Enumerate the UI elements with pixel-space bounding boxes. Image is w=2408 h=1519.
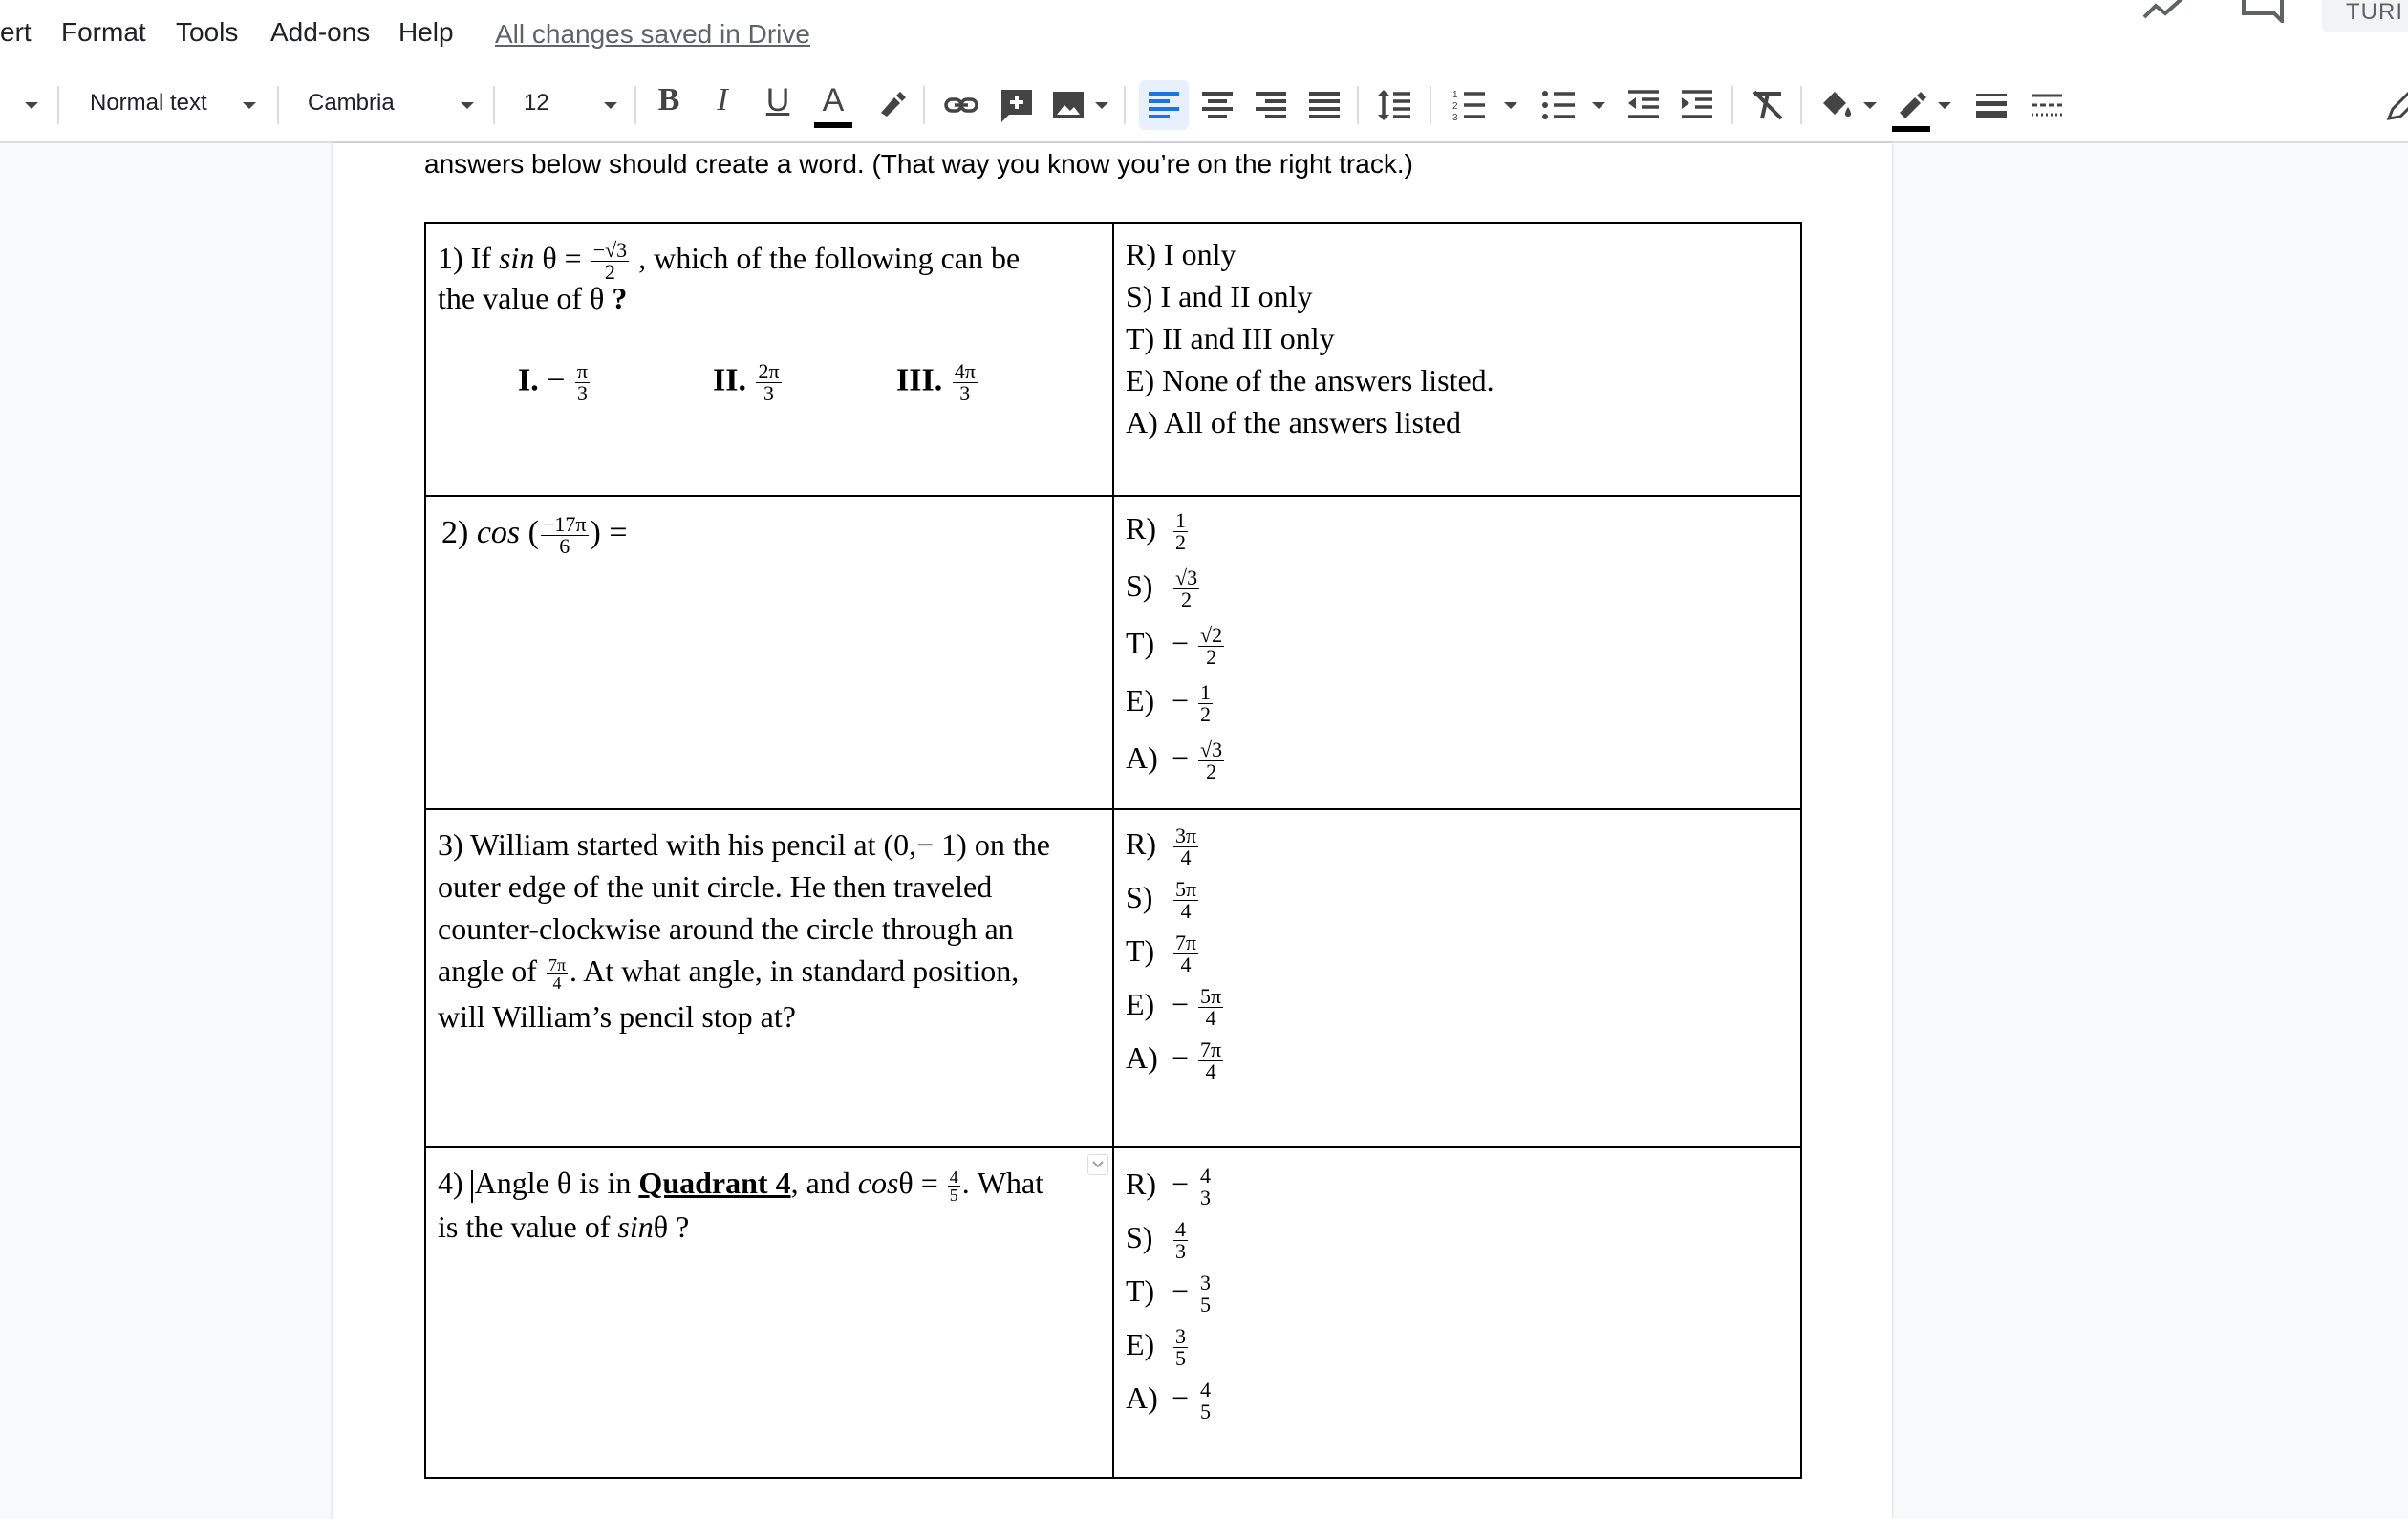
numbered-list-icon[interactable] bbox=[1451, 86, 1489, 124]
q4-answer-s bbox=[1126, 1219, 1190, 1262]
increase-indent-icon[interactable] bbox=[1678, 86, 1716, 124]
q1-opt2-fraction bbox=[756, 361, 781, 404]
answer-den: 3 bbox=[1175, 1239, 1186, 1263]
answer-label: A) bbox=[1126, 1039, 1158, 1075]
underline-button[interactable]: U bbox=[765, 82, 790, 118]
q3-answer-r bbox=[1126, 825, 1200, 868]
q3-line-4 bbox=[438, 950, 1019, 992]
svg-text:3: 3 bbox=[1452, 113, 1458, 123]
align-center-icon[interactable] bbox=[1198, 86, 1236, 124]
menu-insert[interactable]: ert bbox=[0, 17, 32, 47]
decrease-indent-icon[interactable] bbox=[1624, 86, 1663, 124]
answer-fraction bbox=[1198, 1273, 1213, 1316]
font-size-select[interactable]: 12 bbox=[524, 90, 549, 116]
border-color-swatch bbox=[1892, 126, 1930, 132]
q2-open-paren: ( bbox=[520, 515, 539, 550]
align-right-icon[interactable] bbox=[1252, 86, 1290, 124]
answer-sign: − bbox=[1172, 1039, 1190, 1075]
answer-fraction bbox=[1173, 879, 1198, 922]
toolbar-separator bbox=[1430, 86, 1431, 124]
q3-line1-suffix: on the bbox=[966, 827, 1050, 862]
q1-option-1 bbox=[518, 361, 591, 404]
bulleted-list-caret-icon[interactable] bbox=[1592, 102, 1605, 109]
answer-num: 7π bbox=[1175, 931, 1197, 954]
align-left-icon[interactable] bbox=[1145, 86, 1183, 124]
q1-opt2-den: 3 bbox=[763, 381, 775, 405]
answer-fraction bbox=[1173, 1326, 1188, 1369]
table-row bbox=[425, 1147, 1801, 1478]
q4-theta3: θ bbox=[653, 1209, 669, 1244]
answer-sign: − bbox=[1172, 625, 1190, 660]
answer-den: 4 bbox=[1180, 899, 1192, 923]
toolbar-separator bbox=[634, 86, 636, 124]
answer-sign: − bbox=[1172, 986, 1190, 1021]
line-spacing-icon[interactable] bbox=[1376, 86, 1414, 124]
q1-option-3 bbox=[896, 361, 979, 404]
q1-frac-den: 2 bbox=[604, 260, 615, 285]
q4-is-in: is in bbox=[579, 1166, 639, 1200]
question-4-cell[interactable] bbox=[425, 1147, 1113, 1478]
comments-icon[interactable] bbox=[2240, 0, 2284, 28]
answer-label: T) bbox=[1126, 625, 1155, 660]
q3-angle-num: 7π bbox=[548, 955, 567, 975]
fill-color-caret-icon[interactable] bbox=[1863, 102, 1877, 109]
style-caret-icon[interactable] bbox=[243, 102, 256, 109]
answer-fraction bbox=[1173, 1219, 1188, 1262]
italic-button[interactable]: I bbox=[717, 82, 728, 118]
answer-num: √2 bbox=[1200, 623, 1223, 647]
answers-3-cell[interactable] bbox=[1113, 809, 1801, 1147]
answer-den: 5 bbox=[1200, 1293, 1212, 1316]
q2-fraction bbox=[541, 511, 589, 558]
zoom-caret-icon[interactable] bbox=[25, 102, 38, 109]
answer-label: T) bbox=[1126, 1273, 1155, 1308]
menu-add-ons[interactable]: Add-ons bbox=[270, 17, 371, 47]
q4-answer-a bbox=[1126, 1380, 1215, 1423]
activity-trend-icon[interactable] bbox=[2140, 0, 2188, 28]
q1-suffix: , which of the following can be bbox=[631, 241, 1021, 275]
answer-sign: − bbox=[1172, 682, 1190, 717]
answer-den: 2 bbox=[1175, 530, 1186, 554]
saved-status-link[interactable]: All changes saved in Drive bbox=[495, 19, 810, 49]
answers-1-cell[interactable] bbox=[1113, 223, 1801, 496]
q3-line1-prefix: 3) William started with his pencil at bbox=[438, 827, 884, 862]
edit-mode-pencil-icon[interactable] bbox=[2385, 86, 2408, 124]
answer-fraction bbox=[1173, 510, 1188, 553]
answer-label: S) bbox=[1126, 1219, 1153, 1254]
q2-answer-r bbox=[1126, 510, 1190, 553]
q1-answer-s: S) I and II only bbox=[1126, 279, 1313, 313]
q4-answer-t bbox=[1126, 1273, 1215, 1316]
q1-opt2-num: 2π bbox=[758, 359, 780, 383]
q4-eq: = bbox=[913, 1166, 946, 1200]
share-button[interactable]: TURI bbox=[2322, 0, 2408, 32]
answer-fraction bbox=[1198, 986, 1223, 1029]
answer-label: A) bbox=[1126, 1380, 1158, 1415]
q2-answer-e bbox=[1126, 682, 1215, 725]
answer-num: √3 bbox=[1200, 738, 1223, 761]
q2-frac-den: 6 bbox=[559, 533, 570, 558]
svg-text:1: 1 bbox=[1452, 90, 1458, 100]
q4-and: , and bbox=[790, 1166, 858, 1200]
q4-frac-num: 4 bbox=[949, 1167, 958, 1187]
q1-opt3-fraction bbox=[953, 361, 978, 404]
q1-opt3-den: 3 bbox=[959, 381, 971, 405]
q4-suffix: . What bbox=[961, 1166, 1044, 1200]
answer-num: 4 bbox=[1200, 1164, 1212, 1187]
insert-link-icon[interactable] bbox=[942, 86, 980, 124]
toolbar-separator bbox=[1124, 86, 1126, 124]
font-caret-icon[interactable] bbox=[461, 102, 474, 109]
q4-theta2: θ bbox=[898, 1166, 914, 1200]
q1-opt1-den: 3 bbox=[576, 381, 588, 405]
menu-help[interactable]: Help bbox=[398, 17, 454, 47]
answer-fraction bbox=[1198, 1166, 1213, 1209]
answer-num: 3π bbox=[1175, 824, 1197, 847]
image-caret-icon[interactable] bbox=[1095, 102, 1108, 109]
q1-answer-a: A) All of the answers listed bbox=[1126, 405, 1462, 439]
text-color-swatch bbox=[814, 122, 852, 128]
answer-den: 5 bbox=[1175, 1346, 1186, 1370]
answer-label: E) bbox=[1126, 986, 1155, 1021]
toolbar-separator bbox=[493, 86, 495, 124]
q1-sin: sin bbox=[498, 241, 535, 275]
q1-opt1-label: I. bbox=[518, 362, 539, 398]
menu-format[interactable]: Format bbox=[61, 17, 146, 47]
answers-2-cell[interactable] bbox=[1113, 496, 1801, 809]
q3-line-5: will William’s pencil stop at? bbox=[438, 999, 796, 1034]
toolbar-separator bbox=[57, 86, 59, 124]
q4-fraction bbox=[948, 1168, 960, 1204]
answer-fraction bbox=[1198, 682, 1213, 725]
answer-den: 2 bbox=[1206, 760, 1217, 783]
q4-answer-r bbox=[1126, 1166, 1215, 1209]
q4-frac-den: 5 bbox=[949, 1186, 958, 1206]
q4-qmark: ? bbox=[668, 1209, 690, 1244]
border-width-icon[interactable] bbox=[1972, 86, 2010, 124]
answer-sign: − bbox=[1172, 739, 1190, 775]
answer-fraction bbox=[1173, 567, 1199, 610]
answer-fraction bbox=[1198, 739, 1224, 782]
answer-fraction bbox=[1198, 1380, 1213, 1423]
q2-answer-t bbox=[1126, 625, 1226, 668]
table-row bbox=[425, 496, 1801, 809]
toolbar-separator bbox=[923, 86, 925, 124]
justify-icon[interactable] bbox=[1305, 86, 1344, 124]
answer-label: T) bbox=[1126, 932, 1155, 968]
answer-num: 5π bbox=[1200, 984, 1222, 1008]
q1-answer-e: E) None of the answers listed. bbox=[1126, 363, 1494, 397]
q2-close-eq: ) = bbox=[590, 515, 628, 550]
answer-label: E) bbox=[1126, 682, 1155, 717]
q1-frac-num: −√3 bbox=[592, 238, 628, 263]
answer-num: 4 bbox=[1200, 1378, 1212, 1401]
answer-den: 5 bbox=[1200, 1400, 1212, 1423]
instructions-text: answers below should create a word. (That way you know you’re on the right track.) bbox=[424, 149, 1413, 179]
q3-angle-fraction bbox=[547, 956, 568, 992]
answer-fraction bbox=[1173, 825, 1198, 868]
answer-num: 1 bbox=[1175, 508, 1186, 532]
border-color-icon[interactable] bbox=[1892, 86, 1930, 124]
border-dash-icon[interactable] bbox=[2028, 86, 2066, 124]
text-color-button[interactable]: A bbox=[822, 82, 845, 118]
q1-line2-qmark: ? bbox=[604, 281, 628, 315]
q4-line-1 bbox=[438, 1162, 1043, 1204]
q1-prefix: 1) If bbox=[438, 241, 499, 275]
q3-angle-den: 4 bbox=[552, 973, 562, 994]
q3-line-1 bbox=[438, 824, 1050, 866]
menu-tools[interactable]: Tools bbox=[176, 17, 239, 47]
q4-line2-prefix: is the value of bbox=[438, 1209, 618, 1244]
answer-den: 2 bbox=[1181, 588, 1193, 611]
q4-answer-e bbox=[1126, 1326, 1190, 1369]
numbered-list-caret-icon[interactable] bbox=[1504, 102, 1517, 109]
answer-label: R) bbox=[1126, 510, 1156, 546]
q1-option-2 bbox=[713, 361, 784, 404]
question-2-cell[interactable] bbox=[425, 496, 1113, 809]
answer-fraction bbox=[1173, 932, 1198, 975]
q4-prefix: 4) bbox=[438, 1166, 471, 1200]
table-row bbox=[425, 809, 1801, 1147]
q3-line4-prefix: angle of bbox=[438, 953, 545, 988]
q1-opt1-sign: − bbox=[547, 362, 566, 398]
answer-label: A) bbox=[1126, 739, 1158, 775]
q3-line4-suffix: . At what angle, in standard position, bbox=[570, 953, 1020, 988]
answer-num: 3 bbox=[1200, 1271, 1212, 1294]
answer-sign: − bbox=[1172, 1380, 1190, 1415]
q1-line2-prefix: the value of bbox=[438, 281, 591, 315]
q1-opt1-fraction bbox=[575, 361, 590, 404]
font-family-select[interactable]: Cambria bbox=[308, 90, 395, 116]
answer-label: R) bbox=[1126, 825, 1156, 861]
answer-den: 2 bbox=[1206, 645, 1217, 669]
answer-den: 4 bbox=[1205, 1006, 1216, 1030]
answer-den: 4 bbox=[1180, 845, 1192, 869]
insert-comment-icon[interactable] bbox=[998, 86, 1036, 124]
answer-num: √3 bbox=[1175, 566, 1198, 589]
clear-formatting-icon[interactable] bbox=[1749, 86, 1787, 124]
answer-sign: − bbox=[1172, 1166, 1190, 1201]
q1-opt3-num: 4π bbox=[954, 359, 976, 383]
q4-sin: sin bbox=[617, 1209, 654, 1244]
text-cursor bbox=[471, 1170, 473, 1203]
toolbar-separator bbox=[1731, 86, 1733, 124]
q3-answer-a bbox=[1126, 1039, 1225, 1082]
q2-answer-a bbox=[1126, 739, 1226, 782]
answer-den: 4 bbox=[1205, 1059, 1216, 1083]
q1-opt2-label: II. bbox=[713, 362, 746, 398]
q1-answer-t: T) II and III only bbox=[1126, 321, 1335, 355]
answer-num: 7π bbox=[1200, 1038, 1222, 1061]
highlight-pen-icon[interactable] bbox=[871, 86, 910, 124]
answer-fraction bbox=[1198, 625, 1224, 668]
answer-fraction bbox=[1198, 1039, 1223, 1082]
answer-sign: − bbox=[1172, 1273, 1190, 1308]
q3-point: (0,− 1) bbox=[883, 827, 967, 862]
cell-menu-chevron-icon[interactable] bbox=[1087, 1154, 1108, 1175]
q1-answer-r: R) I only bbox=[1126, 237, 1236, 271]
svg-text:2: 2 bbox=[1452, 101, 1458, 112]
q1-line2-theta: θ bbox=[590, 281, 605, 315]
q4-theta: θ bbox=[548, 1166, 580, 1200]
q2-frac-num: −17π bbox=[542, 511, 587, 536]
q4-line-2 bbox=[438, 1206, 689, 1248]
q1-opt3-label: III. bbox=[896, 362, 943, 398]
insert-image-icon[interactable] bbox=[1049, 86, 1087, 124]
answers-4-cell[interactable] bbox=[1113, 1147, 1801, 1478]
question-1-line1 bbox=[438, 237, 1020, 283]
answer-num: 4 bbox=[1175, 1217, 1186, 1241]
answer-label: R) bbox=[1126, 1166, 1156, 1201]
question-2-text bbox=[441, 512, 628, 557]
answer-num: 1 bbox=[1200, 680, 1212, 704]
fill-color-icon[interactable] bbox=[1817, 86, 1856, 124]
quiz-table bbox=[424, 222, 1802, 1479]
menu-bar bbox=[0, 0, 2408, 69]
question-1-cell[interactable] bbox=[425, 223, 1113, 496]
table-row bbox=[425, 223, 1801, 496]
bulleted-list-icon[interactable] bbox=[1540, 86, 1579, 124]
q1-theta-eq: θ = bbox=[534, 241, 590, 275]
answer-den: 3 bbox=[1200, 1186, 1212, 1209]
q4-cos: cos bbox=[857, 1166, 899, 1200]
answer-label: S) bbox=[1126, 879, 1153, 914]
q3-line-2: outer edge of the unit circle. He then traveled bbox=[438, 869, 993, 904]
toolbar-separator bbox=[277, 86, 279, 124]
q2-answer-s bbox=[1126, 567, 1201, 610]
question-1-line2 bbox=[438, 277, 627, 319]
answer-den: 2 bbox=[1200, 702, 1212, 726]
q2-cos: cos bbox=[476, 515, 521, 550]
q3-line-3: counter-clockwise around the circle through an bbox=[438, 911, 1014, 946]
q4-angle-word: Angle bbox=[474, 1166, 549, 1200]
q3-answer-e bbox=[1126, 986, 1225, 1029]
toolbar-separator bbox=[1357, 86, 1359, 124]
q3-answer-t bbox=[1126, 932, 1200, 975]
size-caret-icon[interactable] bbox=[604, 102, 617, 109]
answer-label: S) bbox=[1126, 567, 1153, 603]
bold-button[interactable]: B bbox=[657, 82, 680, 118]
q2-prefix: 2) bbox=[441, 515, 477, 550]
formatting-toolbar bbox=[0, 69, 2408, 143]
q3-answer-s bbox=[1126, 879, 1200, 922]
q4-quadrant: Quadrant 4 bbox=[638, 1166, 791, 1200]
answer-label: E) bbox=[1126, 1326, 1155, 1361]
paragraph-style-select[interactable]: Normal text bbox=[90, 90, 207, 116]
answer-den: 4 bbox=[1180, 952, 1192, 976]
q1-opt1-num: π bbox=[576, 359, 589, 383]
question-3-cell[interactable] bbox=[425, 809, 1113, 1147]
toolbar-separator bbox=[1800, 86, 1802, 124]
border-color-caret-icon[interactable] bbox=[1938, 102, 1951, 109]
answer-num: 3 bbox=[1175, 1324, 1186, 1348]
answer-num: 5π bbox=[1175, 877, 1197, 901]
